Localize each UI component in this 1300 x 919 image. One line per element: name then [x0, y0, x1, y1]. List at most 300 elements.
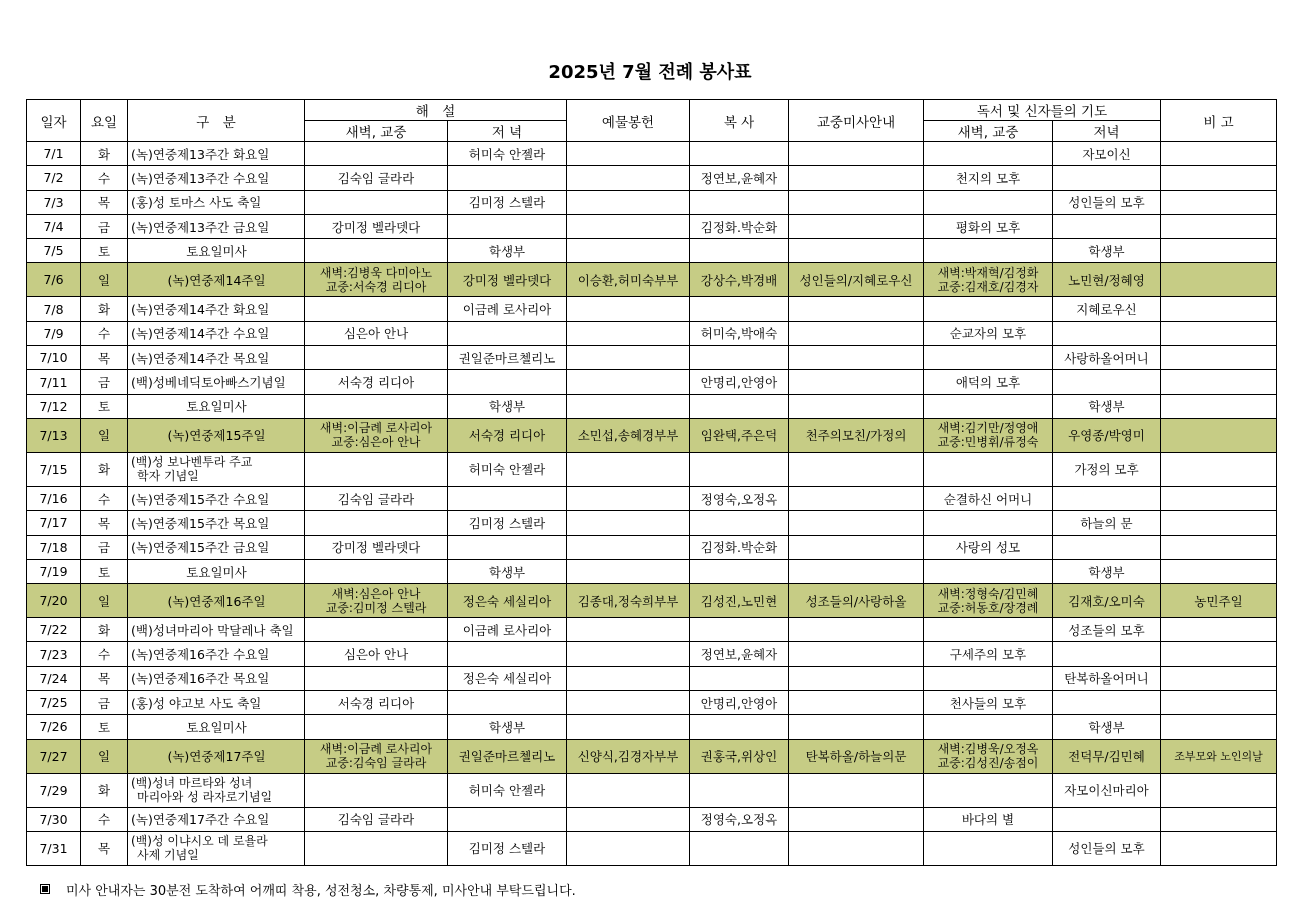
cell-offering: [567, 642, 690, 666]
cell-reading-eve: 자모이신: [1053, 142, 1161, 166]
cell-haeseol-dawn-line-1: 새벽:김병욱 다미아노: [319, 265, 433, 280]
cell-reading-eve: 전덕무/김민혜: [1053, 739, 1161, 773]
cell-gubun-line-2: 학자 기념일: [137, 469, 199, 484]
cell-offering: 이승환,허미숙부부: [567, 263, 690, 297]
cell-gubun-line-1: (백)성녀 마르타와 성녀: [131, 776, 253, 791]
table-row: [27, 370, 1277, 394]
cell-server: 임완택,주은덕: [690, 418, 789, 452]
cell-haeseol-eve: 허미숙 안젤라: [448, 773, 567, 807]
cell-note: [1161, 691, 1277, 715]
cell-haeseol-dawn: [305, 142, 448, 166]
cell-gubun: (녹)연중제13주간 수요일: [128, 166, 305, 190]
cell-server: [690, 394, 789, 418]
cell-offering: [567, 346, 690, 370]
cell-haeseol-dawn: [305, 584, 448, 618]
cell-server: [690, 297, 789, 321]
cell-guide: [789, 370, 924, 394]
cell-haeseol-dawn: 강미정 벨라뎃다: [305, 535, 448, 559]
cell-weekday: 화: [81, 773, 128, 807]
cell-reading-eve: 하늘의 문: [1053, 511, 1161, 535]
cell-weekday: 토: [81, 239, 128, 263]
cell-weekday: 목: [81, 190, 128, 214]
cell-haeseol-dawn: 심은아 안나: [305, 321, 448, 345]
cell-reading-eve: 학생부: [1053, 559, 1161, 583]
cell-weekday: 토: [81, 394, 128, 418]
cell-offering: [567, 715, 690, 739]
cell-gubun: 토요일미사: [128, 559, 305, 583]
cell-haeseol-eve: 학생부: [448, 394, 567, 418]
cell-offering: [567, 486, 690, 510]
cell-date: 7/24: [27, 666, 81, 690]
cell-note: [1161, 190, 1277, 214]
cell-weekday: 화: [81, 142, 128, 166]
cell-haeseol-eve: 강미정 벨라뎃다: [448, 263, 567, 297]
cell-reading-eve: 성조들의 모후: [1053, 618, 1161, 642]
cell-haeseol-dawn: [305, 452, 448, 486]
cell-guide: 성조들의/사랑하올: [789, 584, 924, 618]
cell-reading-eve: [1053, 486, 1161, 510]
cell-reading-dawn: [924, 715, 1053, 739]
cell-reading-dawn-line-1: 새벽:정형숙/김민혜: [937, 586, 1039, 601]
cell-note: [1161, 418, 1277, 452]
cell-date: 7/13: [27, 418, 81, 452]
header-haeseol-dawn: 새벽, 교중: [305, 121, 448, 142]
cell-offering: 신양식,김경자부부: [567, 739, 690, 773]
cell-gubun: (녹)연중제14주간 목요일: [128, 346, 305, 370]
cell-haeseol-eve: 김미정 스텔라: [448, 511, 567, 535]
cell-haeseol-eve: 학생부: [448, 239, 567, 263]
cell-reading-dawn: 애덕의 모후: [924, 370, 1053, 394]
cell-server: 안명리,안영아: [690, 691, 789, 715]
cell-server: 김정화.박순화: [690, 535, 789, 559]
cell-haeseol-eve: 권일준마르첼리노: [448, 739, 567, 773]
cell-offering: [567, 666, 690, 690]
cell-note: [1161, 559, 1277, 583]
cell-weekday: 금: [81, 370, 128, 394]
cell-note: [1161, 807, 1277, 831]
cell-note: [1161, 297, 1277, 321]
cell-offering: [567, 370, 690, 394]
cell-note: [1161, 535, 1277, 559]
cell-haeseol-dawn-line-2: 교중:김숙임 글라라: [325, 756, 427, 771]
cell-server: [690, 142, 789, 166]
cell-gubun: (녹)연중제15주간 금요일: [128, 535, 305, 559]
cell-haeseol-dawn: [305, 773, 448, 807]
cell-haeseol-dawn: [305, 666, 448, 690]
cell-gubun: 토요일미사: [128, 715, 305, 739]
cell-gubun: [128, 831, 305, 865]
cell-reading-dawn-line-2: 교중:김성진/송점이: [937, 756, 1039, 771]
cell-haeseol-eve: 학생부: [448, 559, 567, 583]
cell-reading-eve: 지혜로우신: [1053, 297, 1161, 321]
cell-reading-dawn-line-2: 교중:김재호/김경자: [937, 279, 1039, 294]
cell-reading-eve: [1053, 642, 1161, 666]
cell-reading-eve: 탄복하올어머니: [1053, 666, 1161, 690]
cell-server: [690, 773, 789, 807]
cell-weekday: 금: [81, 535, 128, 559]
cell-haeseol-dawn-line-1: 새벽:이금례 로사리아: [319, 742, 433, 757]
cell-reading-eve: 가정의 모후: [1053, 452, 1161, 486]
cell-note: [1161, 321, 1277, 345]
cell-reading-eve: 사랑하올어머니: [1053, 346, 1161, 370]
cell-haeseol-dawn: 김숙임 글라라: [305, 807, 448, 831]
cell-weekday: 일: [81, 418, 128, 452]
cell-date: 7/12: [27, 394, 81, 418]
cell-offering: [567, 297, 690, 321]
cell-haeseol-eve: [448, 642, 567, 666]
cell-gubun-line-1: (백)성 이냐시오 데 로욜라: [131, 834, 268, 849]
cell-reading-eve: [1053, 691, 1161, 715]
cell-haeseol-eve: 권일준마르첼리노: [448, 346, 567, 370]
cell-gubun: (홍)성 야고보 사도 축일: [128, 691, 305, 715]
cell-gubun-line-2: 마리아와 성 라자로기념일: [137, 790, 273, 805]
cell-reading-dawn: [924, 831, 1053, 865]
cell-haeseol-eve: [448, 214, 567, 238]
cell-server: [690, 452, 789, 486]
cell-guide: [789, 166, 924, 190]
cell-guide: [789, 807, 924, 831]
cell-haeseol-dawn: 김숙임 글라라: [305, 486, 448, 510]
cell-haeseol-dawn: 심은아 안나: [305, 642, 448, 666]
cell-weekday: 토: [81, 715, 128, 739]
cell-reading-eve: [1053, 166, 1161, 190]
cell-date: 7/25: [27, 691, 81, 715]
cell-offering: [567, 535, 690, 559]
cell-guide: [789, 559, 924, 583]
cell-server: [690, 559, 789, 583]
cell-note: [1161, 511, 1277, 535]
cell-guide: [789, 511, 924, 535]
cell-reading-dawn: [924, 773, 1053, 807]
square-bullet-icon: [40, 884, 50, 894]
cell-haeseol-dawn: [305, 239, 448, 263]
cell-reading-dawn: 바다의 별: [924, 807, 1053, 831]
cell-server: [690, 831, 789, 865]
cell-haeseol-eve: 이금례 로사리아: [448, 297, 567, 321]
header-guide: 교중미사안내: [789, 100, 924, 142]
cell-gubun: 토요일미사: [128, 394, 305, 418]
cell-reading-eve: 노민현/정혜영: [1053, 263, 1161, 297]
table-row: [27, 618, 1277, 642]
cell-date: 7/30: [27, 807, 81, 831]
cell-note: 농민주일: [1161, 584, 1277, 618]
cell-reading-dawn: 순교자의 모후: [924, 321, 1053, 345]
cell-note: [1161, 452, 1277, 486]
cell-weekday: 수: [81, 321, 128, 345]
cell-guide: [789, 486, 924, 510]
cell-reading-dawn-line-1: 새벽:김병욱/오정옥: [937, 742, 1039, 757]
table-row: [27, 239, 1277, 263]
cell-server: [690, 618, 789, 642]
cell-weekday: 화: [81, 297, 128, 321]
cell-reading-dawn: [924, 559, 1053, 583]
cell-gubun: (녹)연중제17주일: [128, 739, 305, 773]
cell-gubun: [128, 452, 305, 486]
cell-haeseol-dawn: [305, 346, 448, 370]
cell-haeseol-eve: [448, 807, 567, 831]
cell-haeseol-dawn: 김숙임 글라라: [305, 166, 448, 190]
cell-weekday: 일: [81, 263, 128, 297]
cell-guide: [789, 618, 924, 642]
cell-reading-dawn-line-1: 새벽:박재혁/김정화: [937, 265, 1039, 280]
cell-haeseol-dawn: [305, 418, 448, 452]
cell-note: [1161, 214, 1277, 238]
cell-guide: [789, 691, 924, 715]
cell-date: 7/31: [27, 831, 81, 865]
header-reading-dawn: 새벽, 교중: [924, 121, 1053, 142]
table-row: [27, 263, 1277, 297]
cell-server: [690, 346, 789, 370]
cell-gubun: (녹)연중제16주일: [128, 584, 305, 618]
cell-haeseol-eve: [448, 486, 567, 510]
cell-reading-dawn: [924, 297, 1053, 321]
cell-guide: [789, 715, 924, 739]
cell-haeseol-eve: 정은숙 세실리아: [448, 584, 567, 618]
cell-guide: [789, 346, 924, 370]
cell-gubun: (녹)연중제15주일: [128, 418, 305, 452]
cell-note: [1161, 618, 1277, 642]
cell-haeseol-dawn-line-2: 교중:심은아 안나: [331, 435, 421, 450]
cell-guide: [789, 321, 924, 345]
cell-offering: [567, 142, 690, 166]
cell-reading-eve: 우영종/박영미: [1053, 418, 1161, 452]
cell-gubun: (녹)연중제16주간 목요일: [128, 666, 305, 690]
cell-haeseol-dawn: [305, 831, 448, 865]
table-row: [27, 739, 1277, 773]
cell-note: [1161, 142, 1277, 166]
cell-gubun-line-2: 사제 기념일: [137, 848, 199, 863]
cell-gubun: (녹)연중제16주간 수요일: [128, 642, 305, 666]
page-title: 2025년 7월 전례 봉사표: [548, 62, 752, 83]
cell-date: 7/23: [27, 642, 81, 666]
cell-haeseol-eve: 이금례 로사리아: [448, 618, 567, 642]
cell-haeseol-dawn: [305, 394, 448, 418]
cell-haeseol-dawn: [305, 263, 448, 297]
header-note: 비 고: [1161, 100, 1277, 142]
table-row: [27, 297, 1277, 321]
cell-guide: [789, 214, 924, 238]
cell-date: 7/3: [27, 190, 81, 214]
cell-weekday: 목: [81, 511, 128, 535]
cell-reading-eve: 학생부: [1053, 715, 1161, 739]
cell-haeseol-eve: 허미숙 안젤라: [448, 142, 567, 166]
cell-reading-eve: 자모이신마리아: [1053, 773, 1161, 807]
cell-server: 안명리,안영아: [690, 370, 789, 394]
cell-guide: 천주의모친/가정의: [789, 418, 924, 452]
cell-weekday: 수: [81, 642, 128, 666]
cell-haeseol-dawn: [305, 297, 448, 321]
footer-note: [40, 880, 576, 899]
cell-haeseol-dawn: 서숙경 리디아: [305, 691, 448, 715]
cell-reading-dawn: [924, 511, 1053, 535]
cell-server: [690, 190, 789, 214]
table-row: [27, 486, 1277, 510]
cell-reading-eve: 김재호/오미숙: [1053, 584, 1161, 618]
cell-haeseol-eve: [448, 321, 567, 345]
header-gubun: 구 분: [128, 100, 305, 142]
cell-haeseol-eve: 김미정 스텔라: [448, 190, 567, 214]
cell-reading-dawn: [924, 666, 1053, 690]
cell-guide: [789, 666, 924, 690]
cell-date: 7/1: [27, 142, 81, 166]
schedule-table: [26, 99, 1277, 866]
table-row: [27, 452, 1277, 486]
cell-reading-dawn: [924, 346, 1053, 370]
cell-reading-dawn-line-2: 교중:민병휘/류정숙: [937, 435, 1039, 450]
cell-offering: [567, 691, 690, 715]
table-row: [27, 190, 1277, 214]
table-row: [27, 559, 1277, 583]
cell-weekday: 금: [81, 691, 128, 715]
cell-reading-dawn: [924, 452, 1053, 486]
cell-offering: [567, 559, 690, 583]
cell-haeseol-eve: [448, 370, 567, 394]
header-day: 일자: [27, 100, 81, 142]
cell-server: 강상수,박경배: [690, 263, 789, 297]
cell-offering: [567, 394, 690, 418]
cell-offering: [567, 511, 690, 535]
cell-gubun: (녹)연중제14주간 수요일: [128, 321, 305, 345]
header-weekday: 요일: [81, 100, 128, 142]
cell-note: [1161, 263, 1277, 297]
cell-weekday: 일: [81, 739, 128, 773]
cell-guide: [789, 452, 924, 486]
cell-note: [1161, 715, 1277, 739]
cell-note: [1161, 239, 1277, 263]
cell-reading-dawn: [924, 239, 1053, 263]
table-row: [27, 394, 1277, 418]
cell-reading-dawn: [924, 739, 1053, 773]
cell-haeseol-dawn: [305, 618, 448, 642]
cell-server: 정연보,윤혜자: [690, 166, 789, 190]
cell-weekday: 목: [81, 666, 128, 690]
header-haeseol: 해 설: [305, 100, 567, 121]
cell-reading-eve: [1053, 370, 1161, 394]
cell-haeseol-eve: 김미정 스텔라: [448, 831, 567, 865]
cell-date: 7/26: [27, 715, 81, 739]
cell-reading-dawn: [924, 394, 1053, 418]
cell-server: 권홍국,위상인: [690, 739, 789, 773]
cell-server: [690, 715, 789, 739]
cell-gubun: (녹)연중제13주간 금요일: [128, 214, 305, 238]
cell-server: 정영숙,오정옥: [690, 807, 789, 831]
cell-reading-dawn-line-1: 새벽:김기만/정영애: [937, 421, 1039, 436]
cell-haeseol-eve: 서숙경 리디아: [448, 418, 567, 452]
cell-haeseol-dawn: 강미정 벨라뎃다: [305, 214, 448, 238]
table-row: [27, 142, 1277, 166]
cell-date: 7/6: [27, 263, 81, 297]
cell-offering: [567, 166, 690, 190]
cell-weekday: 수: [81, 166, 128, 190]
cell-gubun: (백)성베네딕토아빠스기념일: [128, 370, 305, 394]
cell-weekday: 목: [81, 346, 128, 370]
table-row: [27, 321, 1277, 345]
table-row: [27, 214, 1277, 238]
cell-offering: [567, 239, 690, 263]
cell-note: 조부모와 노인의날: [1161, 739, 1277, 773]
cell-date: 7/11: [27, 370, 81, 394]
cell-reading-eve: 학생부: [1053, 394, 1161, 418]
cell-date: 7/16: [27, 486, 81, 510]
cell-haeseol-eve: 허미숙 안젤라: [448, 452, 567, 486]
cell-guide: [789, 394, 924, 418]
cell-gubun: (백)성녀마리아 막달레나 축일: [128, 618, 305, 642]
cell-haeseol-dawn-line-1: 새벽:이금례 로사리아: [319, 421, 433, 436]
cell-date: 7/20: [27, 584, 81, 618]
cell-haeseol-eve: [448, 535, 567, 559]
cell-reading-dawn: 천사들의 모후: [924, 691, 1053, 715]
cell-date: 7/10: [27, 346, 81, 370]
cell-offering: 김종대,정숙희부부: [567, 584, 690, 618]
cell-date: 7/22: [27, 618, 81, 642]
cell-note: [1161, 486, 1277, 510]
cell-reading-dawn: [924, 618, 1053, 642]
header-reading: 독서 및 신자들의 기도: [924, 100, 1161, 121]
cell-date: 7/9: [27, 321, 81, 345]
cell-offering: [567, 618, 690, 642]
cell-note: [1161, 346, 1277, 370]
cell-offering: 소민섭,송혜경부부: [567, 418, 690, 452]
header-haeseol-eve: 저 녁: [448, 121, 567, 142]
cell-haeseol-eve: [448, 691, 567, 715]
cell-server: [690, 239, 789, 263]
table-row: [27, 715, 1277, 739]
cell-haeseol-dawn: [305, 739, 448, 773]
cell-guide: [789, 239, 924, 263]
cell-guide: [789, 642, 924, 666]
cell-reading-eve: 성인들의 모후: [1053, 190, 1161, 214]
cell-date: 7/19: [27, 559, 81, 583]
cell-weekday: 화: [81, 618, 128, 642]
cell-reading-eve: [1053, 214, 1161, 238]
cell-haeseol-dawn-line-1: 새벽:심은아 안나: [331, 586, 421, 601]
cell-gubun: (녹)연중제14주일: [128, 263, 305, 297]
cell-guide: [789, 773, 924, 807]
cell-date: 7/18: [27, 535, 81, 559]
cell-guide: [789, 142, 924, 166]
cell-server: [690, 511, 789, 535]
cell-server: 정연보,윤혜자: [690, 642, 789, 666]
cell-reading-eve: [1053, 321, 1161, 345]
cell-offering: [567, 807, 690, 831]
cell-reading-dawn: [924, 263, 1053, 297]
table-row: [27, 691, 1277, 715]
cell-reading-dawn: 순결하신 어머니: [924, 486, 1053, 510]
cell-note: [1161, 166, 1277, 190]
cell-date: 7/5: [27, 239, 81, 263]
cell-haeseol-eve: [448, 166, 567, 190]
cell-offering: [567, 773, 690, 807]
cell-guide: [789, 297, 924, 321]
footer-text: 미사 안내자는 30분전 도착하여 어깨띠 착용, 성전청소, 차량통제, 미사안내 부탁드립니다.: [66, 884, 576, 899]
table-row: [27, 666, 1277, 690]
cell-reading-dawn: [924, 418, 1053, 452]
cell-note: [1161, 370, 1277, 394]
cell-gubun: (녹)연중제15주간 수요일: [128, 486, 305, 510]
cell-server: 허미숙,박애숙: [690, 321, 789, 345]
cell-reading-eve: [1053, 807, 1161, 831]
table-row: [27, 535, 1277, 559]
cell-server: 김정화.박순화: [690, 214, 789, 238]
cell-haeseol-dawn: 서숙경 리디아: [305, 370, 448, 394]
cell-haeseol-dawn-line-2: 교중:서숙경 리디아: [325, 279, 427, 294]
cell-guide: [789, 190, 924, 214]
cell-gubun: (홍)성 토마스 사도 축일: [128, 190, 305, 214]
cell-haeseol-dawn: [305, 715, 448, 739]
cell-offering: [567, 190, 690, 214]
cell-gubun-line-1: (백)성 보나벤투라 주교: [131, 455, 253, 470]
cell-weekday: 수: [81, 807, 128, 831]
